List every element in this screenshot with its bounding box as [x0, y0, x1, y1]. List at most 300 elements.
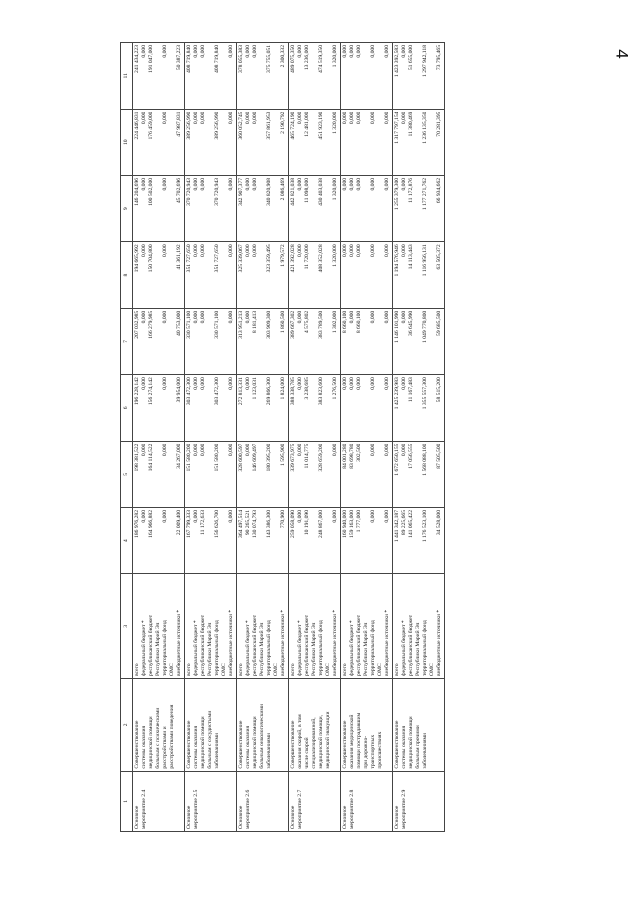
cell-line: 0,000	[245, 244, 251, 257]
amount-cell	[393, 507, 445, 573]
measure-name-cell	[237, 679, 289, 772]
cell-line: федеральный бюджет *	[297, 620, 303, 677]
cell-line: Республики Марий Эл	[363, 622, 369, 677]
cell-line	[221, 510, 228, 571]
cell-line: 0,000	[141, 244, 147, 257]
cell-line	[325, 444, 332, 505]
cell-line: 0,000	[342, 377, 348, 390]
table-row	[237, 43, 289, 832]
cell-line: 0,000	[297, 177, 303, 191]
amount-cell	[237, 375, 289, 441]
cell-line: 0,000	[245, 111, 251, 125]
cell-line	[221, 112, 228, 173]
budget-table-sheet	[120, 42, 608, 832]
funding-source-cell	[237, 574, 289, 679]
amount-cell	[185, 308, 237, 374]
cell-line: 1 049 770,800	[422, 310, 428, 343]
cell-line: заболеваниями	[422, 732, 428, 769]
cell-line: 1 194 576,946	[394, 244, 400, 277]
cell-line: 11 720,000	[304, 244, 310, 270]
cell-line	[273, 377, 280, 438]
cell-line	[207, 178, 214, 239]
cell-line: Республики Марий Эл	[311, 622, 317, 677]
column-header: 6	[121, 375, 133, 441]
cell-line: 0,000	[228, 45, 234, 58]
cell-line: 0,000	[228, 509, 234, 523]
cell-line: 383 823,600	[318, 377, 324, 406]
cell-line	[221, 444, 228, 505]
cell-line	[325, 510, 332, 571]
cell-line: 0,000	[252, 111, 258, 125]
cell-line	[207, 45, 214, 107]
cell-line: 0,000	[162, 377, 168, 390]
cell-line: 378 055,383	[238, 45, 244, 73]
cell-line: 10 191,090	[304, 509, 310, 536]
cell-line	[325, 178, 332, 239]
amount-cell	[133, 242, 185, 308]
cell-line: 383 789,500	[318, 310, 324, 339]
cell-line	[325, 45, 332, 107]
cell-line: 0,000	[384, 509, 390, 523]
cell-line: 87 505,500	[436, 443, 442, 469]
cell-line	[273, 444, 280, 505]
cell-line: 36 645,990	[408, 310, 414, 336]
cell-line	[325, 377, 332, 438]
cell-line: 325 339,067	[238, 244, 244, 273]
cell-line: мероприятие 2.9	[401, 789, 407, 829]
cell-line: 303 909,300	[266, 310, 272, 339]
cell-line: 0,000	[228, 310, 234, 324]
cell-line	[259, 112, 266, 173]
cell-line: 1 824,000	[280, 377, 286, 400]
cell-line: Совершенствование	[394, 720, 400, 769]
amount-cell	[393, 375, 445, 441]
cell-line: ОМС	[273, 663, 279, 677]
cell-line: 474 519,350	[318, 45, 324, 73]
measure-name-cell	[393, 679, 445, 772]
cell-line: мероприятие 2.5	[193, 789, 199, 829]
cell-line	[221, 377, 228, 438]
cell-line: 1 236 135,350	[422, 111, 428, 144]
funding-source-cell	[185, 574, 237, 679]
cell-line: федеральный бюджет *	[245, 620, 251, 677]
cell-line: 13 236,000	[304, 45, 310, 71]
cell-line	[377, 112, 384, 173]
cell-line: 272 813,331	[238, 377, 244, 406]
cell-line	[377, 444, 384, 505]
cell-line: 351 727,650	[186, 244, 192, 273]
cell-line: территориальный фонд	[162, 620, 168, 677]
column-header: 1	[121, 771, 133, 831]
cell-line	[363, 377, 370, 438]
cell-line: 1 255 379,300	[394, 177, 400, 211]
cell-line	[311, 112, 318, 173]
cell-line: территориальный фонд	[370, 620, 376, 677]
cell-line: числе скорой	[304, 737, 310, 769]
cell-line: 47 987,831	[176, 111, 182, 137]
cell-line: 0,000	[384, 310, 390, 324]
cell-line: 143 386,300	[266, 509, 272, 538]
cell-line: 63 505,372	[436, 244, 442, 270]
cell-line: мероприятие 2.6	[245, 789, 251, 829]
cell-line	[169, 510, 176, 571]
cell-line: 0,000	[193, 244, 199, 257]
cell-line: Совершенствование	[342, 720, 348, 769]
cell-line: больным онкологическими	[259, 704, 265, 769]
cell-line: 0,000	[356, 111, 362, 125]
cell-line: расстройствами поведения	[169, 704, 175, 769]
amount-cell	[133, 441, 185, 507]
cell-line: 0,000	[349, 310, 355, 324]
cell-line: 0,000	[349, 377, 355, 390]
cell-line: 0,000	[200, 310, 206, 324]
cell-line: 342 907,377	[238, 177, 244, 206]
measure-cell	[341, 771, 393, 831]
cell-line: федеральный бюджет *	[141, 620, 147, 677]
cell-line: республиканский бюджет	[408, 614, 414, 677]
cell-line: при дорожно-	[363, 735, 369, 769]
cell-line	[377, 510, 384, 571]
cell-line: 3 238,685	[304, 377, 310, 400]
cell-line: 176 459,000	[148, 111, 154, 140]
cell-line: 0,000	[193, 310, 199, 324]
cell-line: 41 361,192	[176, 244, 182, 270]
cell-line: 1 297 942,118	[422, 45, 428, 77]
cell-line: 0,000	[141, 377, 147, 390]
cell-line: 0,000	[193, 45, 199, 58]
cell-line: 375 755,051	[266, 45, 272, 73]
cell-line	[363, 45, 370, 107]
measure-name-cell	[185, 679, 237, 772]
cell-line: 323 359,495	[266, 244, 272, 273]
cell-line: медицинской помощи	[408, 716, 414, 769]
cell-line: 0,000	[141, 509, 147, 523]
amount-cell	[133, 375, 185, 441]
cell-line: 0,000	[401, 111, 407, 125]
cell-line: 167 799,333	[186, 509, 192, 538]
cell-line	[273, 178, 280, 239]
cell-line: 339 673,975	[290, 443, 296, 472]
cell-line: республиканский бюджет	[252, 614, 258, 677]
cell-line: 22 009,400	[176, 509, 182, 536]
measure-name-cell	[289, 679, 341, 772]
cell-line: 0,000	[342, 244, 348, 257]
cell-line: 408 719,840	[214, 45, 220, 73]
header-row	[121, 43, 133, 832]
cell-line: 73 795,465	[436, 45, 442, 71]
cell-line	[377, 311, 384, 372]
cell-line: 269 866,300	[266, 377, 272, 406]
cell-line: 34 267,000	[176, 443, 182, 469]
cell-line	[363, 444, 370, 505]
table-row	[185, 43, 237, 832]
cell-line: 302,500	[356, 443, 362, 462]
cell-line: 14 113,443	[408, 244, 414, 270]
cell-line: 0,000	[141, 45, 147, 58]
cell-line: 351 727,650	[214, 244, 220, 273]
cell-line: 166 279,985	[148, 310, 154, 339]
cell-line: 196 228,142	[134, 377, 140, 406]
cell-line: медицинской помощи	[148, 716, 154, 769]
table-row	[289, 43, 341, 832]
cell-line: 11 098,000	[304, 177, 310, 203]
cell-line	[363, 244, 370, 305]
cell-line: 340 820,908	[266, 177, 272, 206]
cell-line: 0,000	[370, 310, 376, 324]
cell-line: 11 172,633	[200, 509, 206, 535]
cell-line: 0,000	[370, 177, 376, 191]
cell-line	[429, 510, 436, 571]
amount-cell	[133, 507, 185, 573]
amount-cell	[393, 242, 445, 308]
amount-cell	[289, 441, 341, 507]
cell-line: ОМС	[221, 663, 227, 677]
cell-line: 489 075,350	[290, 45, 296, 73]
cell-line	[311, 244, 318, 305]
amount-cell	[289, 375, 341, 441]
cell-line: 0,000	[162, 111, 168, 125]
cell-line: всего	[134, 663, 140, 677]
cell-line: 364 497,514	[238, 509, 244, 538]
cell-line	[155, 45, 162, 107]
cell-line: территориальный фонд	[318, 620, 324, 677]
cell-line	[273, 510, 280, 571]
cell-line	[259, 377, 266, 438]
cell-line	[169, 45, 176, 107]
cell-line: 0,000	[332, 509, 338, 523]
cell-line	[207, 244, 214, 305]
cell-line	[311, 178, 318, 239]
cell-line: 70 281,395	[436, 111, 442, 137]
cell-line	[273, 112, 280, 173]
cell-line: медицинской помощи	[200, 716, 206, 769]
cell-line: 0,000	[384, 177, 390, 191]
cell-line	[273, 311, 280, 372]
cell-line: 59 685,500	[436, 310, 442, 336]
cell-line: 1 177 271,762	[422, 177, 428, 211]
amount-cell	[237, 308, 289, 374]
cell-line: 0,000	[193, 111, 199, 125]
cell-line: Основное	[342, 805, 348, 829]
cell-line: 146 204,696	[134, 177, 140, 206]
cell-line: 0,000	[401, 177, 407, 191]
cell-line: 0,000	[349, 244, 355, 257]
cell-line: медицинской эвакуации	[325, 711, 331, 769]
cell-line	[415, 377, 422, 438]
cell-line	[155, 444, 162, 505]
cell-line	[429, 444, 436, 505]
cell-line	[429, 377, 436, 438]
funding-source-cell	[341, 574, 393, 679]
cell-line: Совершенствование	[186, 720, 192, 769]
cell-line	[415, 311, 422, 372]
cell-line: 0,000	[162, 45, 168, 58]
cell-line: системы оказания	[141, 725, 147, 769]
cell-line: 0,000	[141, 443, 147, 457]
cell-line: расстройствами и	[162, 726, 168, 769]
cell-line: 1 276,500	[332, 377, 338, 400]
amount-cell	[133, 308, 185, 374]
cell-line: 313 951,213	[238, 310, 244, 339]
cell-line: 146 609,497	[252, 443, 258, 472]
cell-line: внебюджетные источники *	[280, 609, 286, 677]
cell-line: 0,000	[332, 443, 338, 457]
amount-cell	[185, 375, 237, 441]
cell-line: 1 176 523,100	[422, 509, 428, 543]
cell-line: 0,000	[252, 177, 258, 191]
cell-line: 389 667,302	[290, 310, 296, 339]
amount-cell	[237, 242, 289, 308]
cell-line: транспортных	[370, 734, 376, 769]
cell-line: 770,900	[280, 509, 286, 529]
measure-cell	[133, 771, 185, 831]
cell-line: 0,000	[401, 310, 407, 324]
cell-line: 1 595,900	[280, 443, 286, 466]
cell-line: 194 665,992	[134, 244, 140, 273]
cell-line: мероприятие 2.4	[141, 789, 147, 829]
funding-source-cell	[289, 574, 341, 679]
cell-line: республиканский бюджет	[200, 614, 206, 677]
cell-line: 0,000	[162, 509, 168, 523]
cell-line: 0,000	[297, 377, 303, 390]
amount-cell	[341, 242, 393, 308]
cell-line	[363, 178, 370, 239]
cell-line: 51 655,000	[408, 45, 414, 71]
cell-line: 248 867,000	[318, 509, 324, 538]
funding-source-cell	[393, 574, 445, 679]
cell-line: 83 698,780	[349, 443, 355, 469]
cell-line: 0,000	[228, 443, 234, 457]
amount-cell	[237, 441, 289, 507]
cell-line: всего	[394, 663, 400, 677]
cell-line: медицинской помощи	[252, 716, 258, 769]
cell-line	[325, 112, 332, 173]
cell-line	[155, 311, 162, 372]
amount-cell	[341, 375, 393, 441]
cell-line	[207, 311, 214, 372]
amount-cell	[341, 109, 393, 175]
cell-line: 1 777,000	[356, 509, 362, 533]
cell-line: 360 052,745	[238, 111, 244, 140]
cell-line: 84 001,280	[342, 443, 348, 469]
cell-line: 39 954,000	[176, 377, 182, 403]
cell-line	[169, 112, 176, 173]
cell-line: Основное	[134, 805, 140, 829]
cell-line: 8 660,100	[356, 310, 362, 334]
cell-line: 1 672 650,155	[394, 443, 400, 476]
cell-line: всего	[290, 663, 296, 677]
amount-cell	[341, 507, 393, 573]
cell-line: 191 047,000	[148, 45, 154, 73]
amount-cell	[341, 308, 393, 374]
table-row	[393, 43, 445, 832]
cell-line: Основное	[186, 805, 192, 829]
amount-cell	[289, 308, 341, 374]
cell-line: территориальный фонд	[214, 620, 220, 677]
cell-line: 1 320,000	[332, 111, 338, 134]
cell-line: 0,000	[141, 177, 147, 191]
amount-cell	[289, 109, 341, 175]
cell-line: 0,000	[245, 177, 251, 191]
cell-line: 224 446,831	[134, 111, 140, 140]
cell-line	[207, 510, 214, 571]
cell-line: 0,000	[245, 377, 251, 390]
cell-line: 11 014,775	[304, 443, 310, 469]
cell-line: 11 167,483	[408, 377, 414, 403]
amount-cell	[341, 175, 393, 241]
measure-name-cell	[341, 679, 393, 772]
cell-line: системы оказания	[401, 725, 407, 769]
cell-line: 303 472,300	[214, 377, 220, 406]
cell-line: республиканский бюджет	[304, 614, 310, 677]
column-header: 8	[121, 242, 133, 308]
cell-line: 0,000	[370, 111, 376, 125]
cell-line: 1 979,572	[280, 244, 286, 267]
amount-cell	[237, 43, 289, 110]
cell-line: всего	[238, 663, 244, 677]
amount-cell	[341, 43, 393, 110]
cell-line: 370 720,943	[214, 177, 220, 206]
cell-line: 0,000	[297, 443, 303, 457]
cell-line: 0,000	[228, 111, 234, 125]
cell-line: 2 190,792	[280, 111, 286, 134]
amount-cell	[185, 109, 237, 175]
cell-line: 0,000	[370, 509, 376, 523]
cell-line: 1 425 239,983	[394, 377, 400, 410]
cell-line	[311, 444, 318, 505]
cell-line	[377, 45, 384, 107]
cell-line: 0,000	[297, 509, 303, 523]
cell-line: Основное	[394, 805, 400, 829]
cell-line: 17 056,555	[408, 443, 414, 469]
measure-cell	[289, 771, 341, 831]
cell-line	[429, 311, 436, 372]
cell-line: 0,000	[342, 45, 348, 58]
amount-cell	[185, 43, 237, 110]
amount-cell	[133, 175, 185, 241]
cell-line: внебюджетные источники *	[436, 609, 442, 677]
cell-line: 0,000	[252, 45, 258, 58]
cell-line: 0,000	[193, 377, 199, 390]
cell-line: 0,000	[200, 111, 206, 125]
amount-cell	[185, 175, 237, 241]
cell-line: 0,000	[245, 443, 251, 457]
cell-line: всего	[342, 663, 348, 677]
cell-line: 0,000	[356, 177, 362, 191]
cell-line: Совершенствование	[134, 720, 140, 769]
cell-line: внебюджетные источники *	[228, 609, 234, 677]
cell-line: 58 515,200	[436, 377, 442, 403]
cell-line: 0,000	[193, 177, 199, 191]
cell-line: 0,000	[193, 443, 199, 457]
cell-line	[221, 311, 228, 372]
cell-line	[325, 244, 332, 305]
cell-line: 141 065,422	[408, 509, 414, 538]
cell-line: 303 472,300	[186, 377, 192, 406]
cell-line: 241 434,223	[134, 45, 140, 73]
cell-line: 198 381,522	[134, 443, 140, 472]
cell-line: федеральный бюджет *	[349, 620, 355, 677]
cell-line	[311, 311, 318, 372]
cell-line: 11 380,469	[408, 111, 414, 137]
cell-line: 151 580,200	[214, 443, 220, 472]
cell-line: 408 719,840	[186, 45, 192, 73]
cell-line: 1 355 557,300	[422, 377, 428, 410]
cell-line	[155, 178, 162, 239]
cell-line: 151 580,200	[186, 443, 192, 472]
cell-line: 1 320,000	[332, 45, 338, 68]
cell-line: 1 860,500	[280, 310, 286, 334]
